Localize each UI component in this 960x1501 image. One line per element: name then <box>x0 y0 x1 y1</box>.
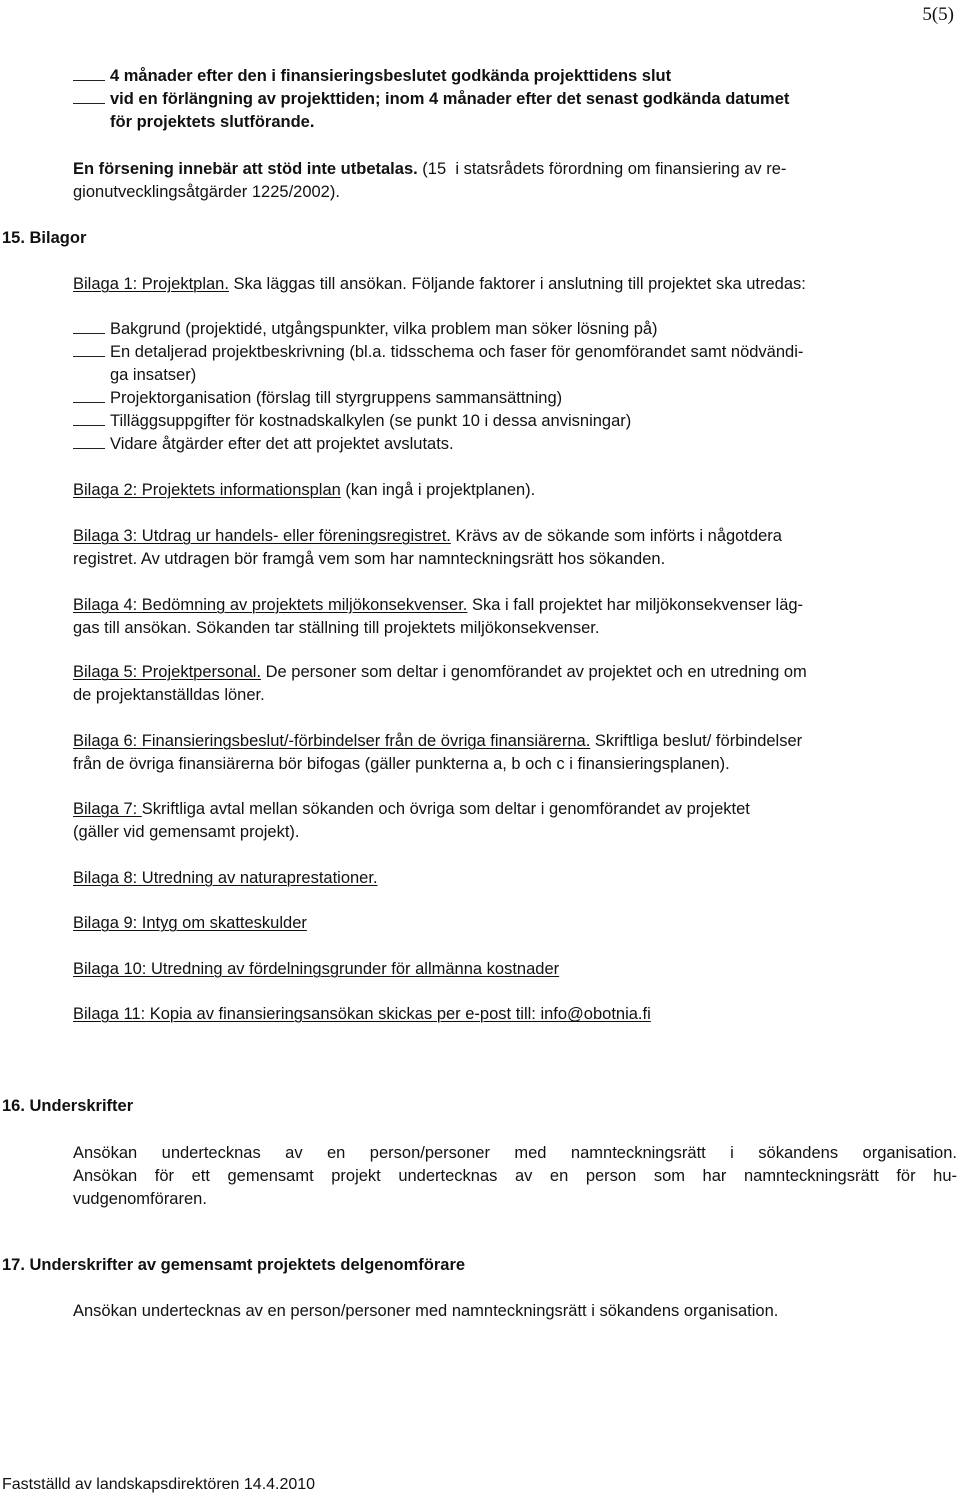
bilaga-10: Bilaga 10: Utredning av fördelningsgrunder för allmänna kostnader <box>73 960 560 978</box>
bilaga-6-text-line2: från de övriga finansiärerna bör bifogas (gäller punkterna a, b och c i finansieringsplanen). <box>73 755 730 773</box>
bilaga-11: Bilaga 11: Kopia av finansieringsansökan skickas per e-post till: info@obotnia.fi <box>73 1005 651 1023</box>
bilaga-5 <box>73 663 807 682</box>
bilaga-2-label: Bilaga 2: Projektets informationsplan <box>73 481 341 499</box>
page-number: 5(5) <box>922 4 954 25</box>
bilaga-6-label: Bilaga 6: Finansieringsbeslut/-förbindelser från de övriga finansiärerna. <box>73 732 591 750</box>
bilaga-5-text: De personer som deltar i genomförandet av projektet och en utredning om <box>261 663 807 681</box>
bilaga-3-text-line2: registret. Av utdragen bör framgå vem som har namnteckningsrätt hos sökanden. <box>73 550 666 568</box>
bilaga-3-label: Bilaga 3: Utdrag ur handels- eller föreningsregistret. <box>73 527 451 545</box>
list-dash <box>73 356 105 357</box>
bilaga-4-text: Ska i fall projektet har miljökonsekvenser läg- <box>467 596 804 614</box>
bilaga-4 <box>73 596 803 615</box>
bilaga-7-text: Skriftliga avtal mellan sökanden och övriga som deltar i genomförandet av projektet <box>141 800 750 818</box>
footer-text: Fastställd av landskapsdirektören 14.4.2010 <box>2 1476 316 1493</box>
delay-text-line2: gionutvecklingsåtgärder 1225/2002). <box>73 183 340 201</box>
list-item: Vidare åtgärder efter det att projektet avslutats. <box>110 435 454 453</box>
bilaga-8: Bilaga 8: Utredning av naturaprestationer. <box>73 869 378 887</box>
bilaga-6 <box>73 732 802 751</box>
list-dash <box>73 103 105 104</box>
section-17-heading: 17. Underskrifter av gemensamt projektets delgenomförare <box>2 1256 466 1274</box>
section-17-text: Ansökan undertecknas av en person/personer med namnteckningsrätt i sökandens organisation. <box>73 1302 779 1320</box>
section-15-heading: 15. Bilagor <box>2 229 87 247</box>
bilaga-4-text-line2: gas till ansökan. Sökanden tar ställning till projektets miljökonsekvenser. <box>73 619 600 637</box>
bilaga-4-label: Bilaga 4: Bedömning av projektets miljökonsekvenser. <box>73 596 468 614</box>
list-item: ga insatser) <box>110 366 197 384</box>
list-item: Tilläggsuppgifter för kostnadskalkylen (se punkt 10 i dessa anvisningar) <box>110 412 632 430</box>
delay-bold: En försening innebär att stöd inte utbetalas. <box>73 160 418 178</box>
list-dash <box>73 333 105 334</box>
list-item: Bakgrund (projektidé, utgångspunkter, vilka problem man söker lösning på) <box>110 320 658 338</box>
bilaga-3 <box>73 527 782 546</box>
bilaga-5-label: Bilaga 5: Projektpersonal. <box>73 663 262 681</box>
bilaga-2 <box>73 481 535 500</box>
list-item: 4 månader efter den i finansieringsbeslutet godkända projekttidens slut <box>110 67 672 85</box>
section-16-line: Ansökan för ett gemensamt projekt undertecknas av en person som har namnteckningsrätt för hu- <box>73 1167 957 1185</box>
bilaga-7 <box>73 800 750 819</box>
delay-text: (15 i statsrådets förordning om finansiering av re- <box>417 160 787 178</box>
bilaga-9: Bilaga 9: Intyg om skatteskulder <box>73 914 307 932</box>
section-16-paragraph <box>73 1142 957 1211</box>
list-dash <box>73 425 105 426</box>
list-item: för projektets slutförande. <box>110 113 315 131</box>
list-dash <box>73 402 105 403</box>
section-16-heading: 16. Underskrifter <box>2 1097 134 1115</box>
bilaga-5-text-line2: de projektanställdas löner. <box>73 686 265 704</box>
list-item: Projektorganisation (förslag till styrgruppens sammansättning) <box>110 389 563 407</box>
bilaga-3-text: Krävs av de sökande som införts i någotdera <box>450 527 782 545</box>
section-16-line: Ansökan undertecknas av en person/personer med namnteckningsrätt i sökandens organisation. <box>73 1144 957 1162</box>
section-16-line: vudgenomföraren. <box>73 1190 207 1208</box>
list-item: En detaljerad projektbeskrivning (bl.a. tidsschema och faser för genomförandet samt nödvändi- <box>110 343 804 361</box>
list-item: vid en förlängning av projekttiden; inom 4 månader efter det senast godkända datumet <box>110 90 790 108</box>
bilaga-6-text: Skriftliga beslut/ förbindelser <box>590 732 803 750</box>
list-dash <box>73 448 105 449</box>
bilaga-1 <box>73 275 806 294</box>
bilaga-1-text: Ska läggas till ansökan. Följande faktorer i anslutning till projektet ska utredas: <box>228 275 806 293</box>
bilaga-2-text: (kan ingå i projektplanen). <box>340 481 536 499</box>
bilaga-7-text-line2: (gäller vid gemensamt projekt). <box>73 823 300 841</box>
delay-paragraph <box>73 160 786 179</box>
list-dash <box>73 80 105 81</box>
bilaga-7-label: Bilaga 7: <box>73 800 142 818</box>
bilaga-1-label: Bilaga 1: Projektplan. <box>73 275 229 293</box>
